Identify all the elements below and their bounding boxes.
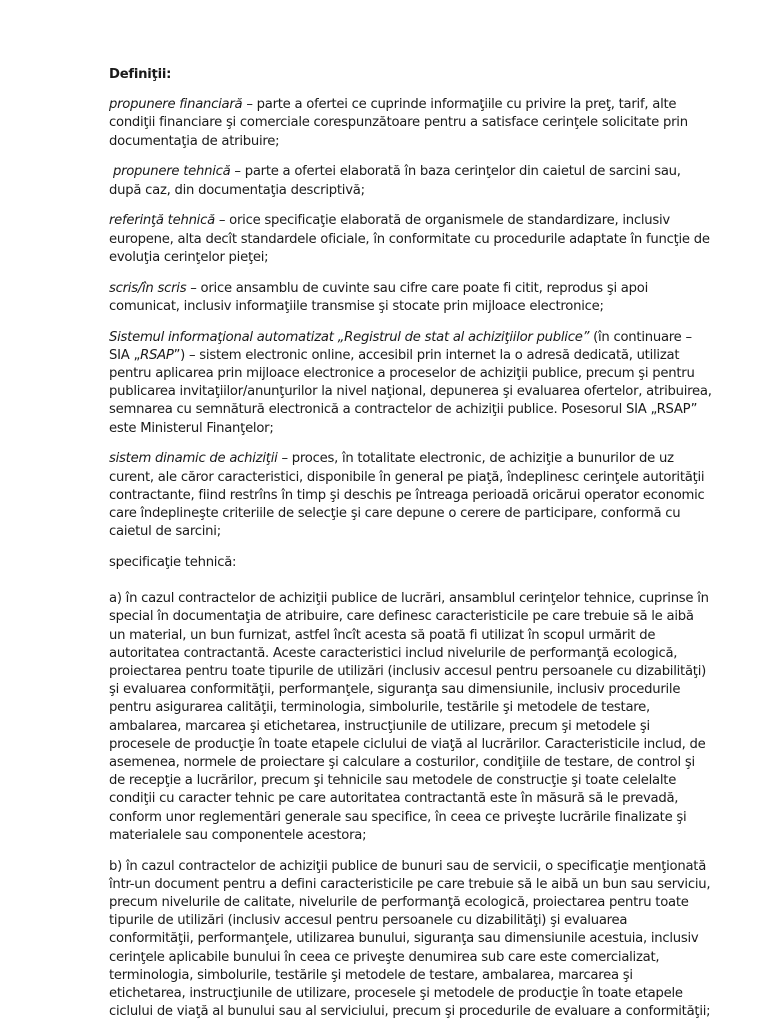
document-page — [109, 66, 713, 1034]
definition-sia-rsap — [109, 329, 713, 438]
definition-referinta-tehnica — [109, 212, 713, 267]
definition-text-part-a: (în continuare – SIA „ — [109, 329, 692, 363]
definition-term: Sistemul informaţional automatizat „Registrul de stat al achiziţiilor publice” — [109, 329, 590, 345]
definition-term: scris/în scris — [109, 280, 187, 296]
definition-term: propunere tehnică — [109, 164, 231, 180]
definition-text: – orice ansamblu de cuvinte sau cifre care poate fi citit, reprodus şi apoi comunicat, inclusiv informaţiile transmise şi stocate prin mijloace electronice; — [109, 280, 648, 314]
definition-text: – parte a ofertei elaborată în baza cerinţelor din caietul de sarcini sau, după caz, din documentaţia descriptivă; — [109, 164, 681, 198]
definition-term: sistem dinamic de achiziţii — [109, 451, 278, 467]
spec-item-a: a) în cazul contractelor de achiziţii publice de lucrări, ansamblul cerinţelor tehnice, cuprinse în special în documentaţia de atribuire, care definesc caracteristicile pe care trebuie să le aibă un material, un bun furnizat, astfel încît acesta să poată fi utilizat în scopul urmărit de autoritatea contractantă. Aceste caracteristici includ nivelurile de performanţă ecologică, proiectarea pentru toate tipurile de utilizări (inclusiv accesul pentru persoanele cu dizabilităţi) şi evaluarea conformităţii, performanţele, siguranţa sau dimensiunile, inclusiv procedurile pentru asigurarea calităţii, terminologia, simbolurile, testările şi metodele de testare, ambalarea, marcarea şi etichetarea, instrucţiunile de utilizare, precum şi metodele şi procesele de producţie în toate etapele ciclului de viaţă al lucrărilor. Caracteristicile includ, de asemenea, normele de proiectare şi calculare a costurilor, condiţiile de testare, de control şi de recepţie a lucrărilor, precum şi tehnicile sau metodele de construcţie şi toate celelalte condiţii cu caracter tehnic pe care autoritatea contractantă este în măsură să le prevadă, conform unor reglementări generale sau specifice, în ceea ce priveşte lucrările finalizate şi materialele sau componentele acestora; — [109, 591, 709, 843]
definition-text: – parte a ofertei ce cuprinde informaţiile cu privire la preţ, tarif, alte condiţii financiare şi comerciale corespunzătoare pentru a satisface cerinţele solicitate prin documentaţia de atribuire; — [109, 97, 688, 149]
definition-scris — [109, 280, 713, 316]
definition-propunere-tehnica — [109, 163, 713, 199]
document-heading: Definiţii: — [109, 67, 172, 82]
definition-text-part-b: ”) – sistem electronic online, accesibil prin internet la o adresă dedicată, utilizat pentru aplicarea prin mijloace electronice a proceselor de achiziţii publice, precum şi pentru publicarea invitaţiilor/anunţurilor la nivel naţional, depunerea şi evaluarea ofertelor, atribuirea, semnarea cu semnătură electronică a contractelor de achiziţii publice. Posesorul SIA „RSAP” este Ministerul Finanţelor; — [109, 347, 712, 436]
definition-term: referinţă tehnică — [109, 213, 215, 229]
spec-heading: specificaţie tehnică: — [109, 555, 237, 571]
definition-sistem-dinamic — [109, 450, 713, 541]
definition-term: propunere financiară — [109, 97, 243, 113]
definition-term-rsap: RSAP — [140, 347, 174, 363]
definition-text: – proces, în totalitate electronic, de achiziţie a bunurilor de uz curent, ale căror caracteristici, disponibile în general pe piaţă, îndeplinesc cerinţele autorităţii contractante, fiind restrîns în timp şi deschis pe întreaga perioadă oricărui operator economic care îndeplineşte criteriile de selecţie şi care depune o cerere de participare, conformă cu caietul de sarcini; — [109, 451, 705, 540]
spec-item-b: b) în cazul contractelor de achiziţii publice de bunuri sau de servicii, o specificaţie menţionată într-un document pentru a defini caracteristicile pe care trebuie să le aibă un bun sau serviciu, precum nivelurile de calitate, nivelurile de performanţă ecologică, proiectarea pentru toate tipurile de utilizări (inclusiv accesul pentru persoanele cu dizabilităţi) şi evaluarea conformităţii, performanţele, utilizarea bunului, siguranţa sau dimensiunile acestuia, inclusiv cerinţele aplicabile bunului în ceea ce priveşte denumirea sub care este comercializat, terminologia, simbolurile, testările şi metodele de testare, ambalarea, marcarea şi etichetarea, instrucţiunile de utilizare, procesele şi metodele de producţie în toate etapele ciclului de viaţă al bunului sau al serviciului, precum şi procedurile de evaluare a conformităţii; — [109, 858, 711, 1020]
definition-propunere-financiara — [109, 96, 713, 151]
definition-text: – orice specificaţie elaborată de organismele de standardizare, inclusiv europene, alta decît standardele oficiale, în conformitate cu procedurile adaptate în funcţie de evoluţia cerinţelor pieţei; — [109, 213, 710, 265]
